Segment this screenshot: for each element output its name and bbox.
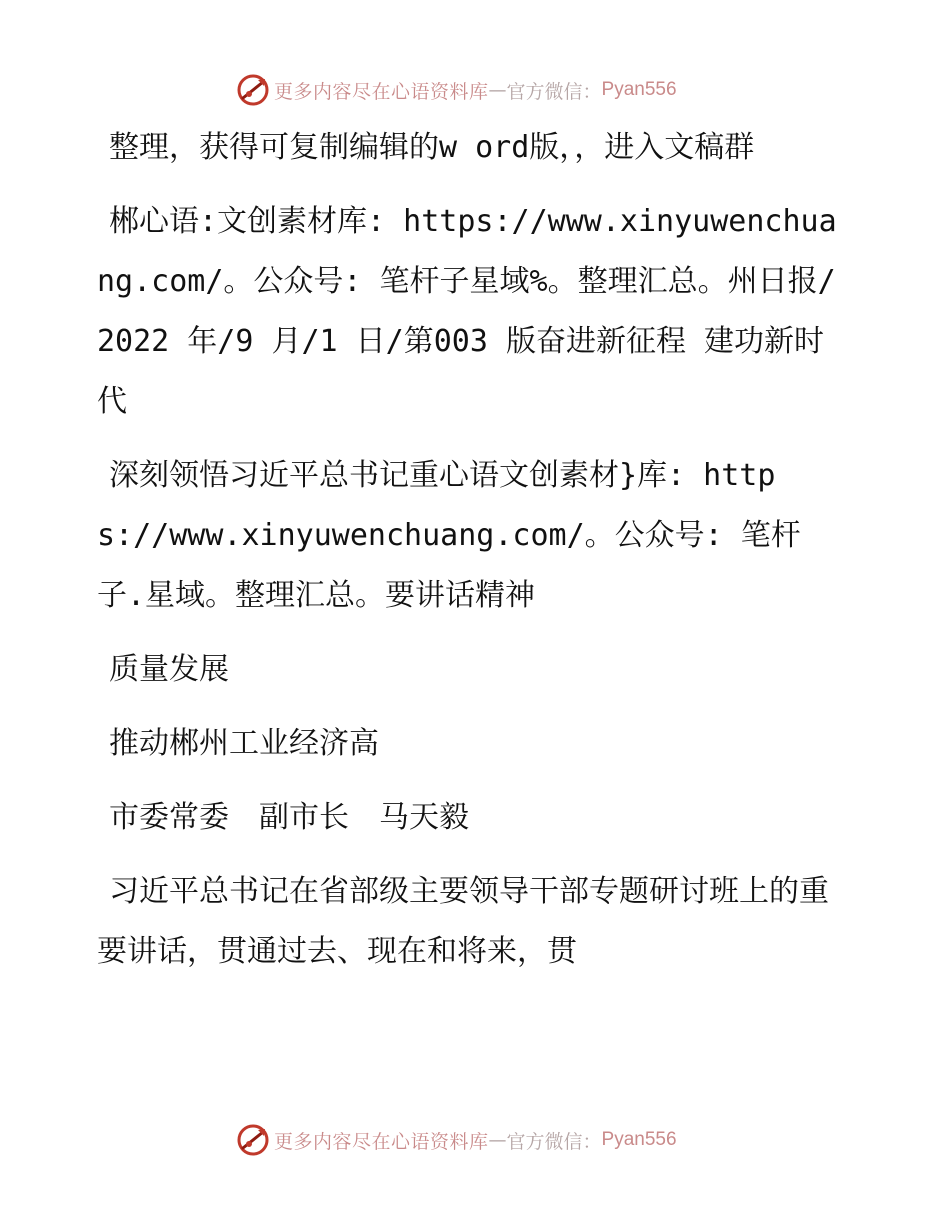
banner-wechat-id: Pyan556 [601, 1129, 677, 1150]
xinyu-logo-icon [236, 73, 270, 107]
paragraph-2: 郴心语:文创素材库: https://www.xinyuwenchuang.com/。公众号: 笔杆子星域%。整理汇总。州日报/2022 年/9 月/1 日/第003 版奋进新征程 建功新时代 [97, 204, 837, 419]
paragraph-4: 质量发展 [109, 652, 229, 687]
paragraph-7: 习近平总书记在省部级主要领导干部专题研讨班上的重要讲话，贯通过去、现在和将来，贯 [97, 874, 829, 969]
banner-dash: — [488, 1129, 507, 1151]
banner-official-label: 官方微信： [506, 1130, 602, 1153]
banner-slogan: 更多内容尽在心语资料库 [274, 80, 489, 103]
banner-slogan: 更多内容尽在心语资料库 [274, 1130, 489, 1153]
paragraph-6: 市委常委 副市长 马天毅 [109, 800, 469, 835]
banner-wechat-id: Pyan556 [601, 79, 677, 100]
header-banner[interactable] [236, 72, 677, 108]
paragraph-5: 推动郴州工业经济高 [109, 726, 379, 761]
paragraph-1: 整理，获得可复制编辑的w ord版，，进入文稿群 [109, 130, 755, 165]
footer-banner[interactable] [236, 1122, 677, 1158]
banner-official-label: 官方微信： [506, 80, 602, 103]
paragraph-3: 深刻领悟习近平总书记重心语文创素材}库: https://www.xinyuwenchuang.com/。公众号: 笔杆子.星域。整理汇总。要讲话精神 [97, 458, 801, 613]
document-body [97, 118, 837, 996]
xinyu-logo-icon [236, 1123, 270, 1157]
banner-dash: — [488, 79, 507, 101]
